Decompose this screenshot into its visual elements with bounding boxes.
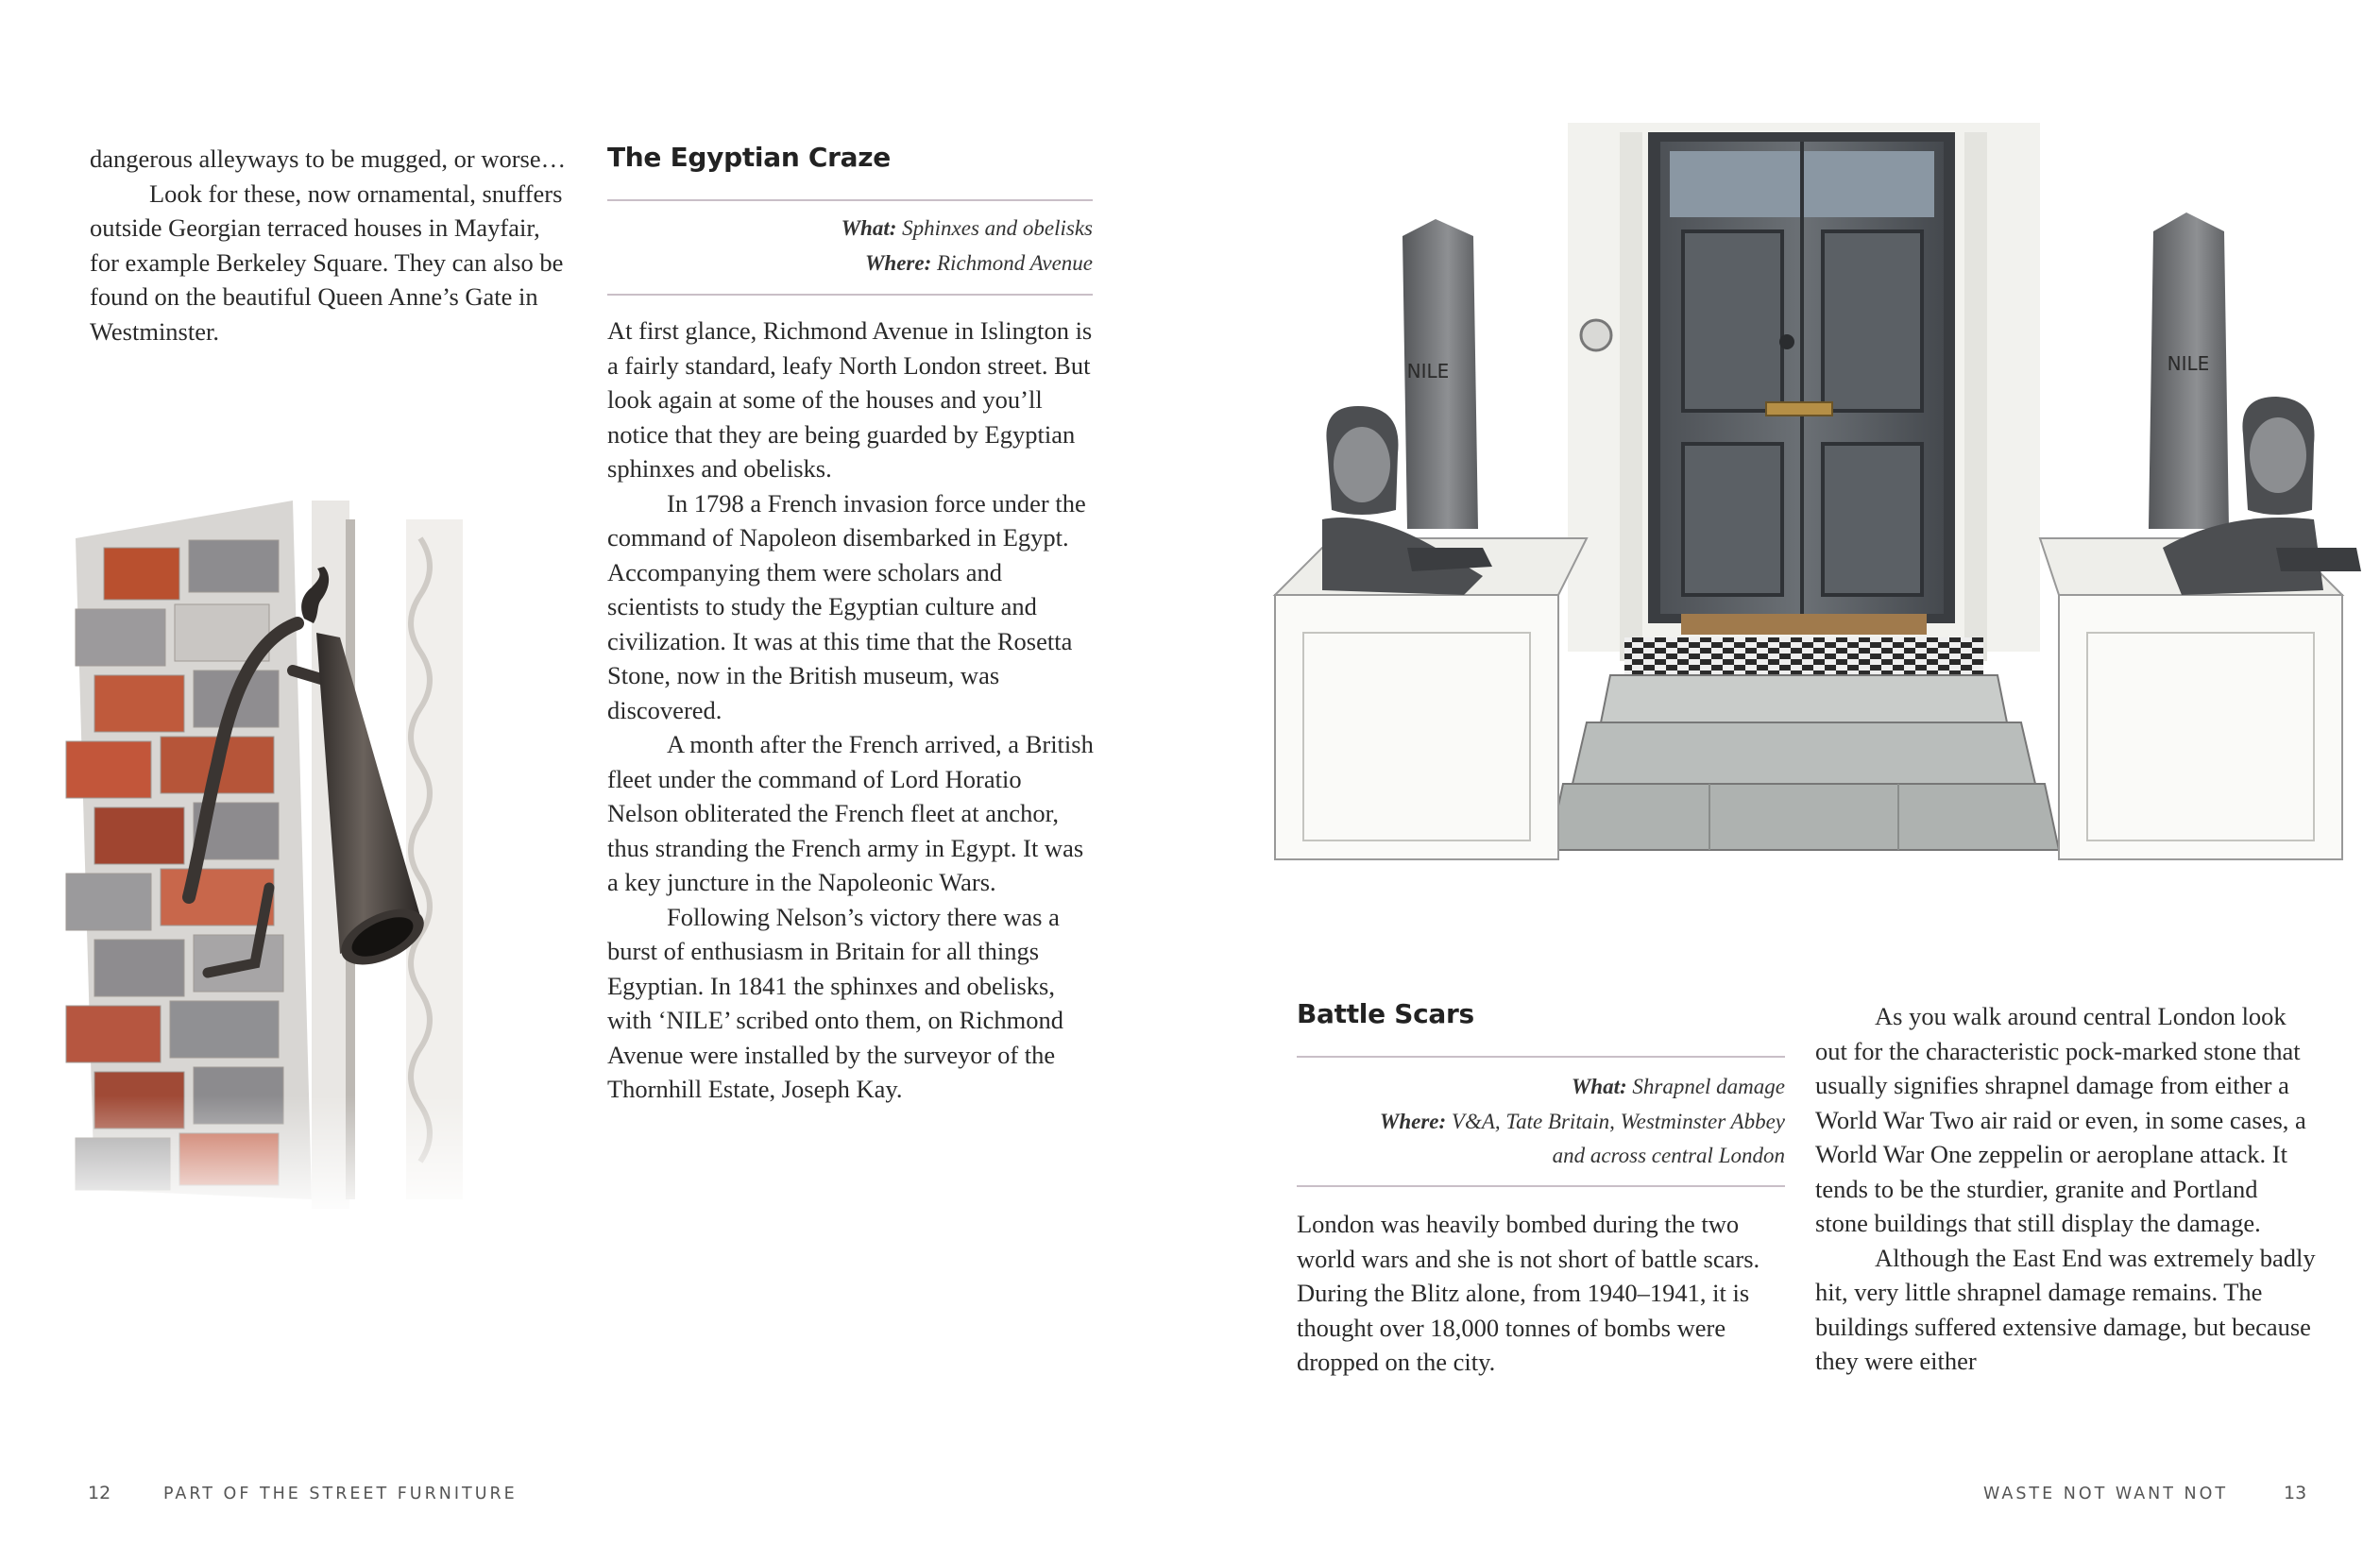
left-col1-text xyxy=(90,142,571,348)
where-label: Where: xyxy=(1379,1109,1447,1133)
divider xyxy=(607,199,1093,201)
where-value: V&A, Tate Britain, Westminster Abbey xyxy=(1451,1109,1785,1133)
what-label: What: xyxy=(841,216,897,240)
where-value-continued: and across central London xyxy=(1552,1144,1785,1167)
page-number: 12 xyxy=(88,1483,111,1503)
battle-scars-meta xyxy=(1297,1070,1785,1174)
page-number: 13 xyxy=(2284,1483,2307,1503)
battle-scars-col1-body xyxy=(1297,1207,1793,1380)
paragraph: A month after the French arrived, a British fleet under the command of Lord Horatio Nelson obliterated the French fleet at anchor, thus stranding the French army in Egypt. It was a key juncture in the Napoleonic Wars. xyxy=(607,730,1094,896)
sphinx-doorway-illustration xyxy=(1247,104,2361,897)
running-footer: PART OF THE STREET FURNITURE xyxy=(163,1485,518,1503)
egyptian-craze-body xyxy=(607,314,1094,1107)
obelisk-left-inscription: NILE xyxy=(1406,360,1450,382)
battle-scars-col2-body xyxy=(1815,999,2316,1379)
paragraph: As you walk around central London look out for the characteristic pock-marked stone that usually signifies shrapnel damage from either a World War Two air raid or even, in some cases, a World War One zeppelin or aeroplane attack. It tends to be the sturdier, granite and Portland stone buildings that still display the damage. xyxy=(1815,1002,2306,1237)
where-label: Where: xyxy=(864,250,932,275)
right-page xyxy=(1190,0,2380,1562)
where-value: Richmond Avenue xyxy=(937,250,1093,275)
obelisk-right-inscription: NILE xyxy=(2167,352,2210,375)
paragraph: dangerous alleyways to be mugged, or worse… xyxy=(90,144,567,173)
paragraph: At first glance, Richmond Avenue in Islington is a fairly standard, leafy North London street. But look again at some of the houses and you’ll notice that they are being guarded by Egyptian sphinxes and obelisks. xyxy=(607,316,1093,483)
what-label: What: xyxy=(1571,1075,1627,1098)
what-value: Sphinxes and obelisks xyxy=(902,216,1093,240)
paragraph: In 1798 a French invasion force under the command of Napoleon disembarked in Egypt. Accompanying them were scholars and scientists to study the Egyptian culture and civilization. It was at this time that the Rosetta Stone, now in the British museum, was discovered. xyxy=(607,488,1086,724)
battle-scars-heading: Battle Scars xyxy=(1297,998,1474,1029)
torch-snuffer-illustration xyxy=(57,482,529,1209)
paragraph: Look for these, now ornamental, snuffers outside Georgian terraced houses in Mayfair, for example Berkeley Square. They can also be found on the beautiful Queen Anne’s Gate in Westminster. xyxy=(90,178,564,346)
divider xyxy=(607,294,1093,296)
egyptian-craze-heading: The Egyptian Craze xyxy=(607,142,891,173)
paragraph: Although the East End was extremely badly hit, very little shrapnel damage remains. The buildings suffered extensive damage, but because they were either xyxy=(1815,1243,2316,1375)
paragraph: London was heavily bombed during the two world wars and she is not short of battle scars. During the Blitz alone, from 1940–1941, it is thought over 18,000 tonnes of bombs were dropped on the city. xyxy=(1297,1210,1760,1376)
paragraph: Following Nelson’s victory there was a burst of enthusiasm in Britain for all things Egyptian. In 1841 the sphinxes and obelisks, with ‘NILE’ scribed onto them, on Richmond Avenue were installed by the surveyor of the Thornhill Estate, Joseph Kay. xyxy=(607,902,1064,1103)
what-value: Shrapnel damage xyxy=(1632,1075,1785,1098)
running-footer: WASTE NOT WANT NOT xyxy=(1983,1485,2229,1503)
egyptian-craze-meta xyxy=(607,212,1093,280)
divider xyxy=(1297,1056,1785,1058)
divider xyxy=(1297,1185,1785,1187)
